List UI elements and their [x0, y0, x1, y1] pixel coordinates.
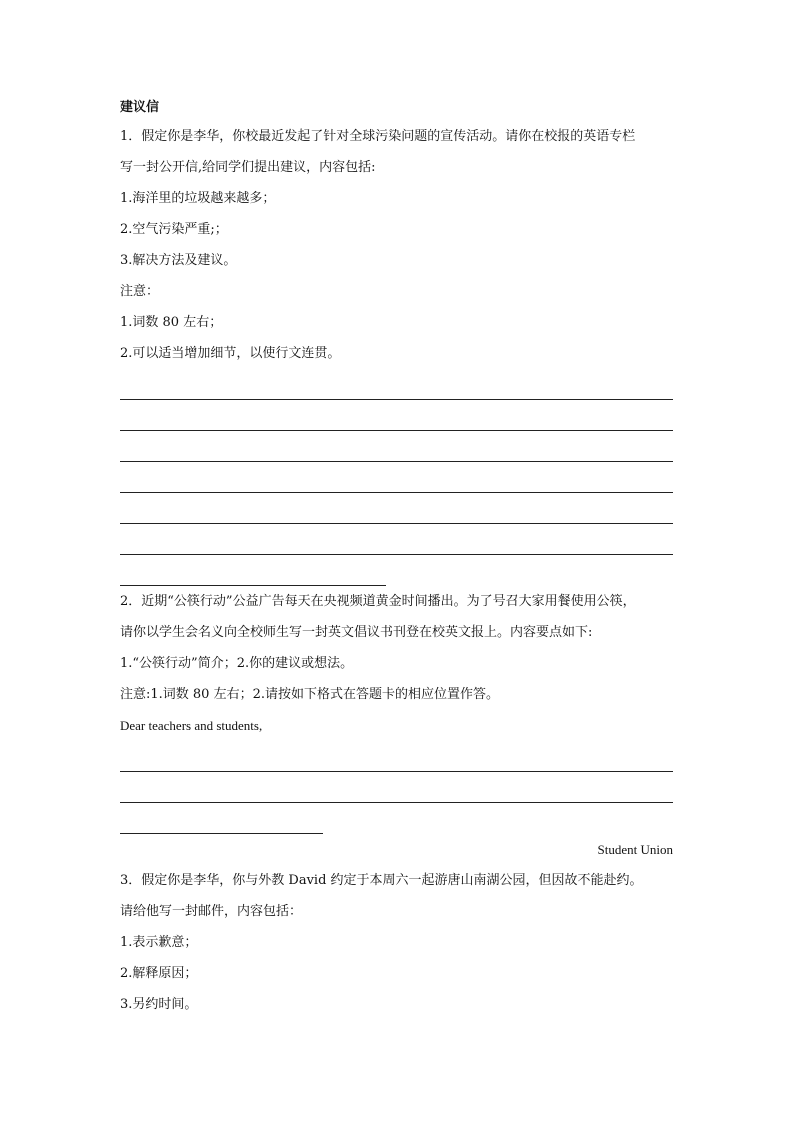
q3-prompt-line-2: 请给他写一封邮件，内容包括： — [120, 904, 303, 919]
q3-item-2: 2.解释原因； — [120, 966, 198, 981]
answer-line — [120, 400, 673, 431]
q3-item-1: 1.表示歉意； — [120, 935, 198, 950]
q3-prompt-line-1: 3．假定你是李华，你与外教 David 约定于本周六一起游唐山南湖公园，但因故不能赴约。 — [120, 873, 643, 888]
answer-line — [120, 524, 673, 555]
letter-signature: Student Union — [597, 842, 673, 857]
q1-prompt-line-1: 1．假定你是李华，你校最近发起了针对全球污染问题的宣传活动。请你在校报的英语专栏 — [120, 129, 636, 144]
q3-item-3: 3.另约时间。 — [120, 997, 198, 1012]
answer-line-short — [120, 803, 673, 834]
answer-line-short — [120, 555, 673, 586]
answer-line — [120, 431, 673, 462]
document-page — [120, 94, 673, 1020]
answer-line — [120, 369, 673, 400]
answer-line — [120, 772, 673, 803]
q2-prompt-line-2: 请你以学生会名义向全校师生写一封英文倡议书刊登在校英文报上。内容要点如下: — [120, 625, 593, 640]
q1-item-3: 3.解决方法及建议。 — [120, 253, 237, 268]
answer-line — [120, 493, 673, 524]
section-title: 建议信 — [120, 100, 160, 115]
q1-notes-label: 注意： — [120, 284, 160, 299]
q2-notes: 注意:1.词数 80 左右；2.请按如下格式在答题卡的相应位置作答。 — [120, 687, 499, 702]
letter-greeting: Dear teachers and students, — [120, 718, 263, 733]
q1-item-1: 1.海洋里的垃圾越来越多； — [120, 191, 276, 206]
answer-line — [120, 741, 673, 772]
q1-note-2: 2.可以适当增加细节，以使行文连贯。 — [120, 346, 341, 361]
q2-points: 1.“公筷行动”简介；2.你的建议或想法。 — [120, 656, 354, 671]
answer-line — [120, 462, 673, 493]
q1-prompt-line-2: 写一封公开信,给同学们提出建议，内容包括: — [120, 160, 376, 175]
q1-item-2: 2.空气污染严重;； — [120, 222, 228, 237]
q1-note-1: 1.词数 80 左右； — [120, 315, 223, 330]
q2-prompt-line-1: 2．近期“公筷行动”公益广告每天在央视频道黄金时间播出。为了号召大家用餐使用公筷， — [120, 594, 636, 609]
